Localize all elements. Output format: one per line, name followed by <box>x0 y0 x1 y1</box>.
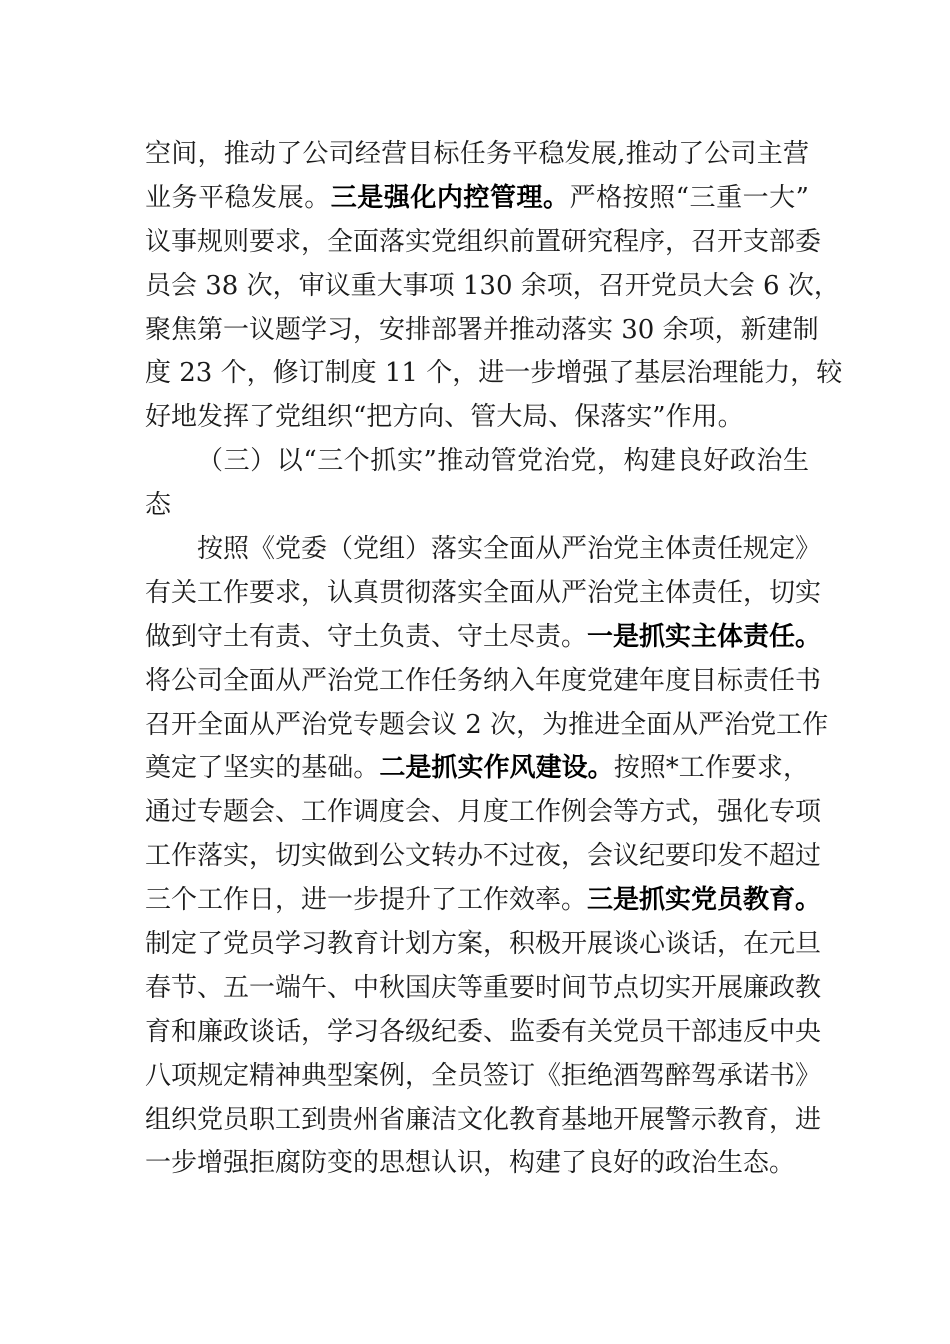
text-line: 议事规则要求，全面落实党组织前置研究程序，召开支部委 <box>145 226 822 257</box>
text-line: 聚焦第一议题学习，安排部署并推动落实 30 余项，新建制 <box>145 314 819 345</box>
text-line: 召开全面从严治党专题会议 2 次，为推进全面从严治党工作 <box>145 709 829 740</box>
section-heading <box>145 440 809 528</box>
text-line: 三个工作日，进一步提升了工作效率。三是抓实党员教育。 <box>145 885 822 916</box>
text-line: 员会 38 次，审议重大事项 130 余项，召开党员大会 6 次， <box>145 270 840 301</box>
text-line: 按照《党委（党组）落实全面从严治党主体责任规定》 <box>197 534 822 565</box>
text-line: 通过专题会、工作调度会、月度工作例会等方式，强化专项 <box>145 797 822 828</box>
paragraph-inner-control <box>145 133 843 440</box>
text-line: 奠定了坚实的基础。二是抓实作风建设。按照*工作要求， <box>145 753 809 784</box>
text-line: 春节、五一端午、中秋国庆等重要时间节点切实开展廉政教 <box>145 972 822 1003</box>
text-line: 有关工作要求，认真贯彻落实全面从严治党主体责任，切实 <box>145 577 822 608</box>
text-line: 育和廉政谈话，学习各级纪委、监委有关党员干部违反中央 <box>145 1016 822 1047</box>
text-line: 八项规定精神典型案例，全员签订《拒绝酒驾醉驾承诺书》 <box>145 1060 822 1091</box>
text-line: 业务平稳发展。三是强化内控管理。严格按照“三重一大” <box>145 182 809 213</box>
heading-line: 态 <box>145 490 172 521</box>
heading-line: （三）以“三个抓实”推动管党治党，构建良好政治生 <box>197 446 809 477</box>
text-line: 组织党员职工到贵州省廉洁文化教育基地开展警示教育，进 <box>145 1104 822 1135</box>
text-line: 一步增强拒腐防变的思想认识，构建了良好的政治生态。 <box>145 1148 796 1179</box>
text-line: 工作落实，切实做到公文转办不过夜，会议纪要印发不超过 <box>145 841 822 872</box>
text-line: 空间，推动了公司经营目标任务平稳发展,推动了公司主营 <box>145 139 809 169</box>
text-line: 将公司全面从严治党工作任务纳入年度党建年度目标责任书 <box>145 665 822 696</box>
document-body <box>145 133 843 1186</box>
text-line: 好地发挥了党组织“把方向、管大局、保落实”作用。 <box>145 402 744 433</box>
text-line: 做到守土有责、守土负责、守土尽责。一是抓实主体责任。 <box>145 621 822 652</box>
text-line: 制定了党员学习教育计划方案，积极开展谈心谈话，在元旦 <box>145 929 822 960</box>
paragraph-three-solid <box>145 528 829 1186</box>
text-line: 度 23 个，修订制度 11 个，进一步增强了基层治理能力，较 <box>145 358 843 389</box>
